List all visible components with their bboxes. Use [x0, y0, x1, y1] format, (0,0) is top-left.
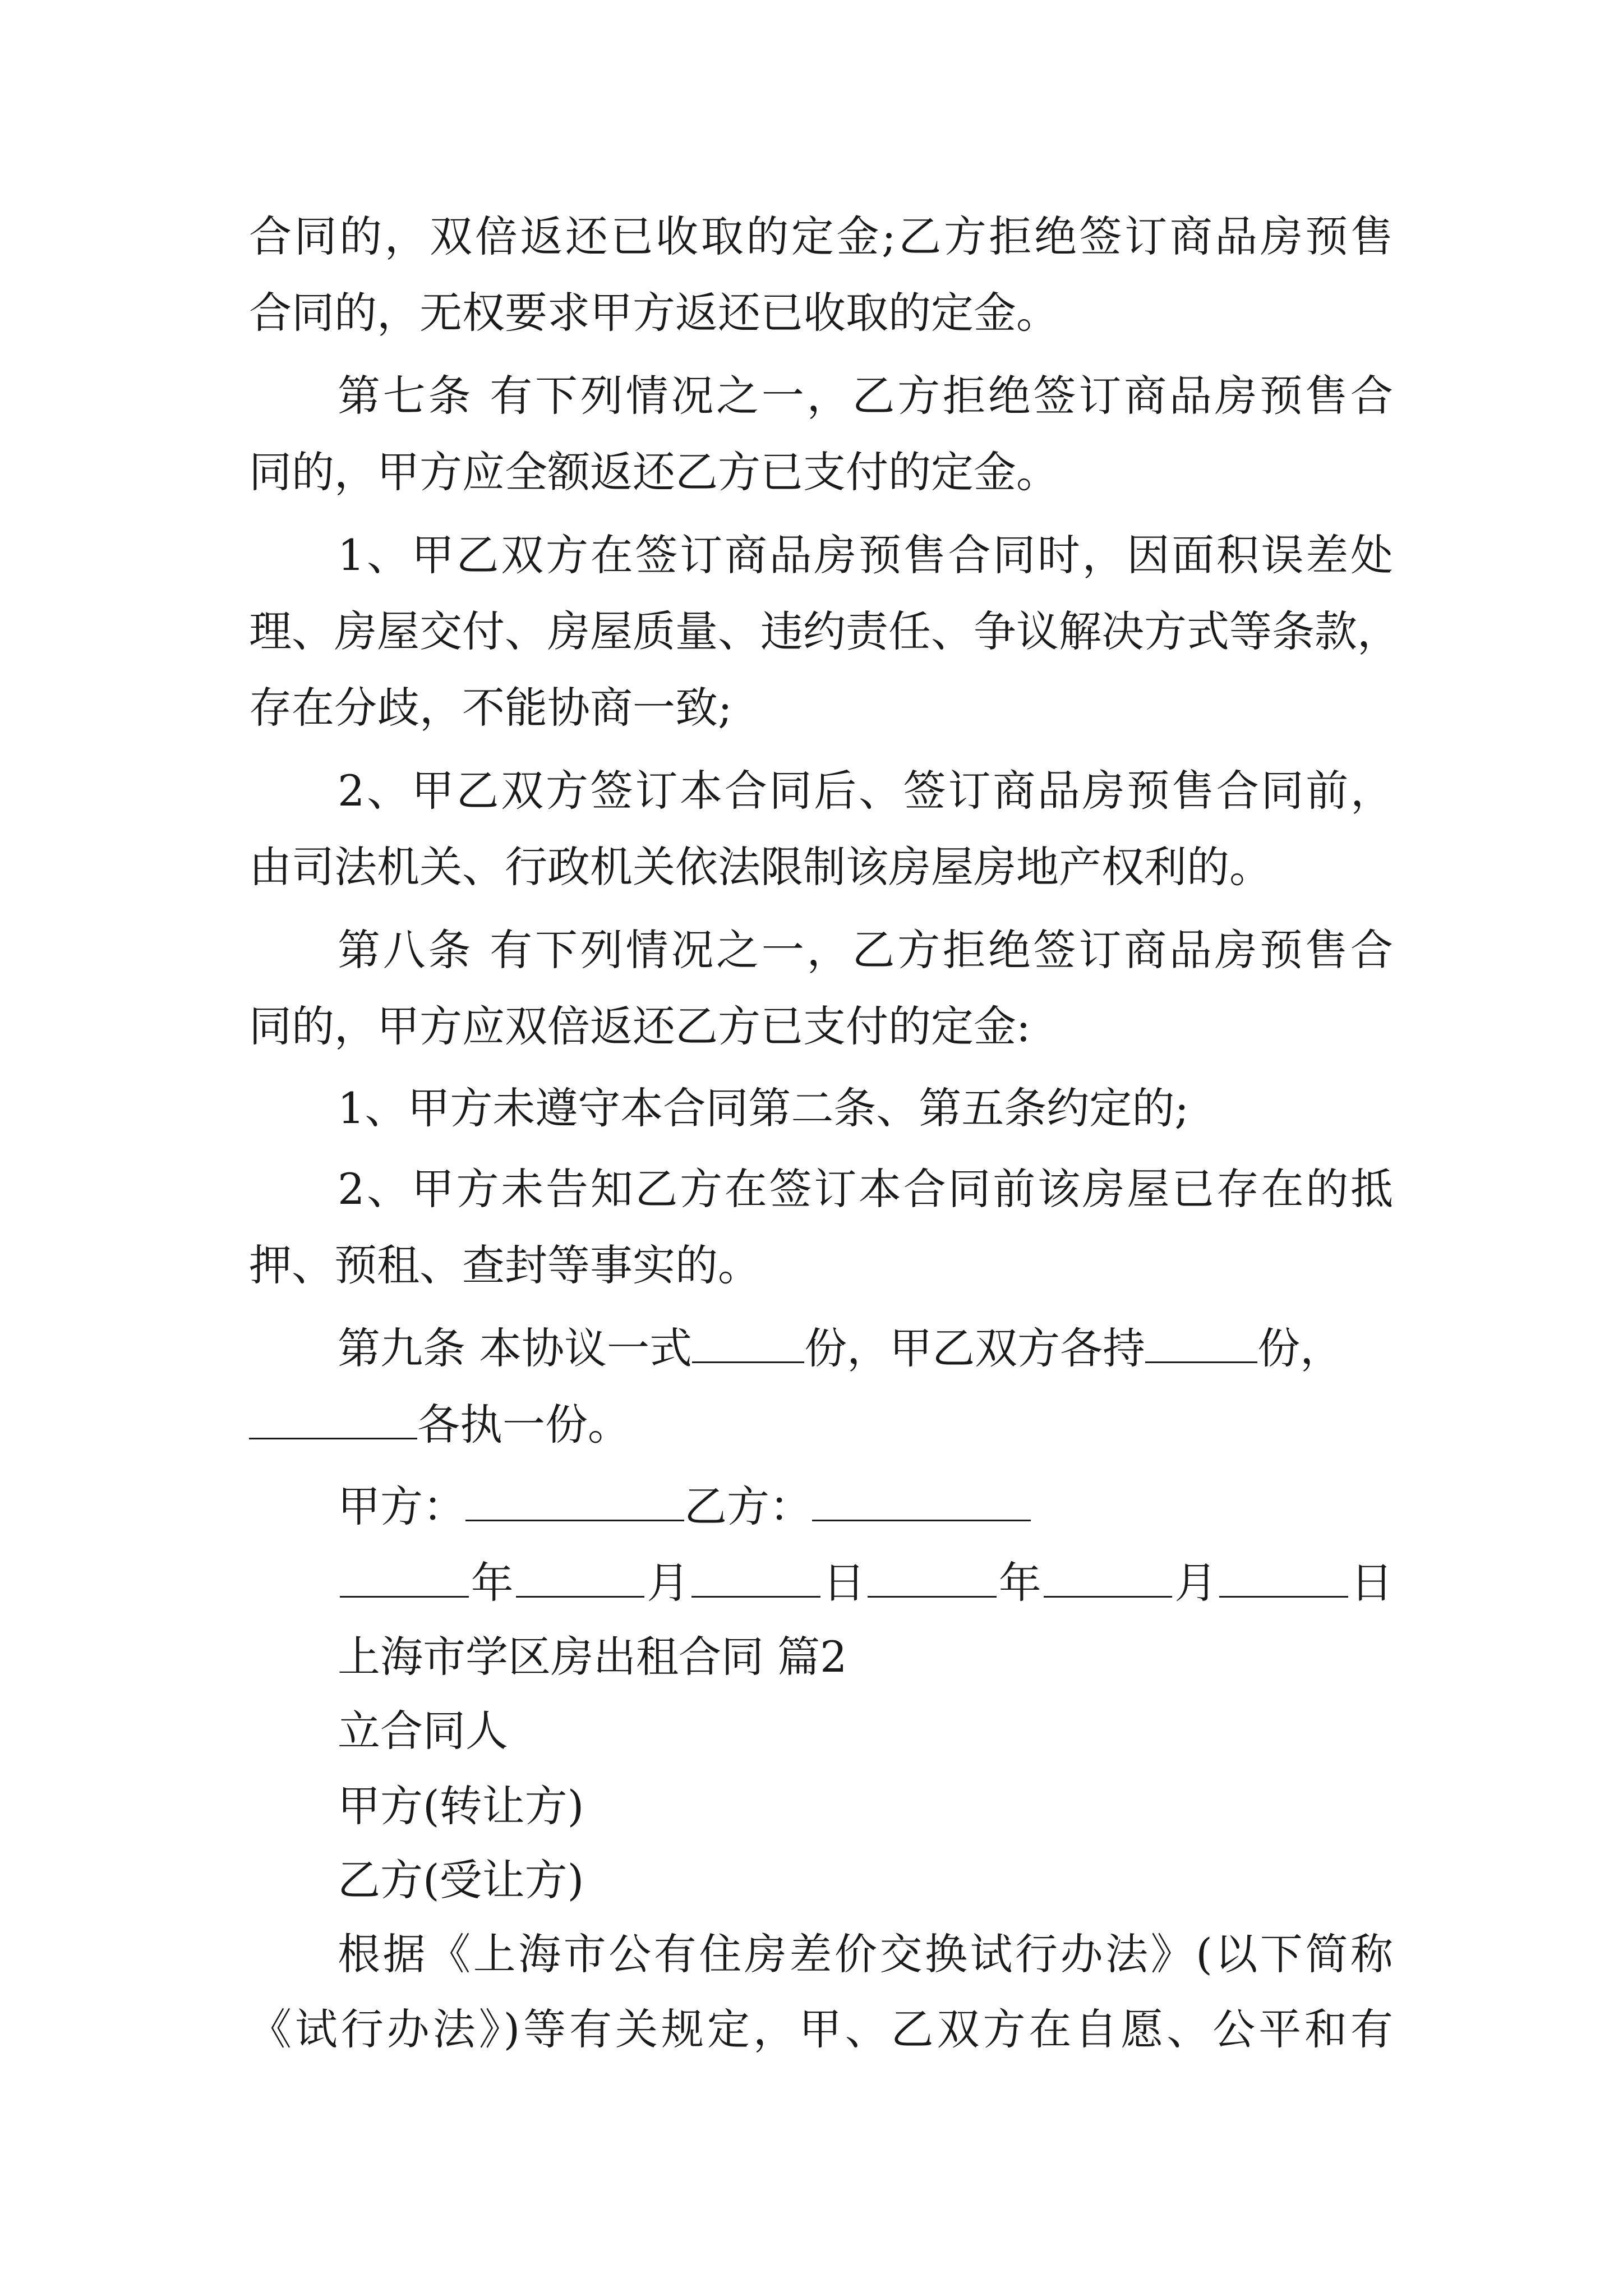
section-title: 上海市学区房出租合同 篇2	[338, 1632, 847, 1682]
day-blank[interactable]	[1219, 1557, 1348, 1598]
party-b-label: 乙方：	[684, 1481, 812, 1531]
month-blank[interactable]	[516, 1557, 645, 1598]
text-line: 由司法机关、行政机关依法限制该房屋房地产权利的。	[249, 842, 1272, 892]
day-label: 日	[823, 1558, 866, 1608]
list-item: 2、甲乙双方签订本合同后、签订商品房预售合同前，	[338, 766, 1393, 816]
text-line: 立合同人	[338, 1706, 508, 1756]
text-line: 乙方(受让方)	[338, 1855, 584, 1905]
article-7-heading: 第七条 有下列情况之一，乙方拒绝签订商品房预售合	[338, 371, 1393, 421]
holder-blank[interactable]	[249, 1398, 417, 1439]
party-b-blank[interactable]	[812, 1480, 1031, 1521]
text-line: 理、房屋交付、房屋质量、违约责任、争议解决方式等条款，	[249, 606, 1400, 656]
article-9-line	[249, 1386, 1393, 1464]
text-line: 根据《上海市公有住房差价交换试行办法》(以下简称	[338, 1929, 1393, 1979]
list-item: 1、甲方未遵守本合同第二条、第五条约定的;	[338, 1083, 1189, 1133]
article-9-line	[338, 1309, 1393, 1388]
article-9-text: 第九条 本协议一式	[338, 1323, 693, 1373]
year-blank[interactable]	[868, 1557, 997, 1598]
article-9-text: 份，	[1257, 1323, 1343, 1373]
party-a-label: 甲方：	[338, 1481, 465, 1531]
list-item: 1、甲乙双方在签订商品房预售合同时，因面积误差处	[338, 530, 1393, 580]
year-blank[interactable]	[340, 1557, 469, 1598]
text-line: 合同的，无权要求甲方返还已收取的定金。	[249, 288, 1059, 338]
signature-row	[338, 1467, 1393, 1546]
article-8-heading: 第八条 有下列情况之一，乙方拒绝签订商品房预售合	[338, 925, 1393, 975]
text-line: 同的，甲方应双倍返还乙方已支付的定金:	[249, 1001, 1031, 1051]
month-label: 月	[1174, 1558, 1218, 1608]
list-item: 2、甲方未告知乙方在签订本合同前该房屋已存在的抵	[338, 1164, 1393, 1214]
month-label: 月	[647, 1558, 690, 1608]
text-line: 《试行办法》)等有关规定，甲、乙双方在自愿、公平和有	[249, 2004, 1393, 2054]
month-blank[interactable]	[1044, 1557, 1173, 1598]
day-label: 日	[1350, 1558, 1394, 1608]
text-line: 押、预租、查封等事实的。	[249, 1240, 760, 1290]
party-a-blank[interactable]	[465, 1480, 684, 1521]
copies-blank[interactable]	[692, 1322, 804, 1363]
text-line: 合同的，双倍返还已收取的定金;乙方拒绝签订商品房预售	[249, 211, 1393, 261]
text-line: 同的，甲方应全额返还乙方已支付的定金。	[249, 447, 1059, 497]
copies-each-blank[interactable]	[1145, 1322, 1257, 1363]
text-line: 存在分歧，不能协商一致;	[249, 683, 732, 733]
date-row	[338, 1544, 1393, 1622]
text-line: 甲方(转让方)	[338, 1781, 584, 1831]
article-9-text: 各执一份。	[417, 1400, 630, 1450]
year-label: 年	[998, 1558, 1041, 1608]
year-label: 年	[471, 1558, 514, 1608]
day-blank[interactable]	[691, 1557, 820, 1598]
article-9-text: 份，甲乙双方各持	[804, 1323, 1146, 1373]
